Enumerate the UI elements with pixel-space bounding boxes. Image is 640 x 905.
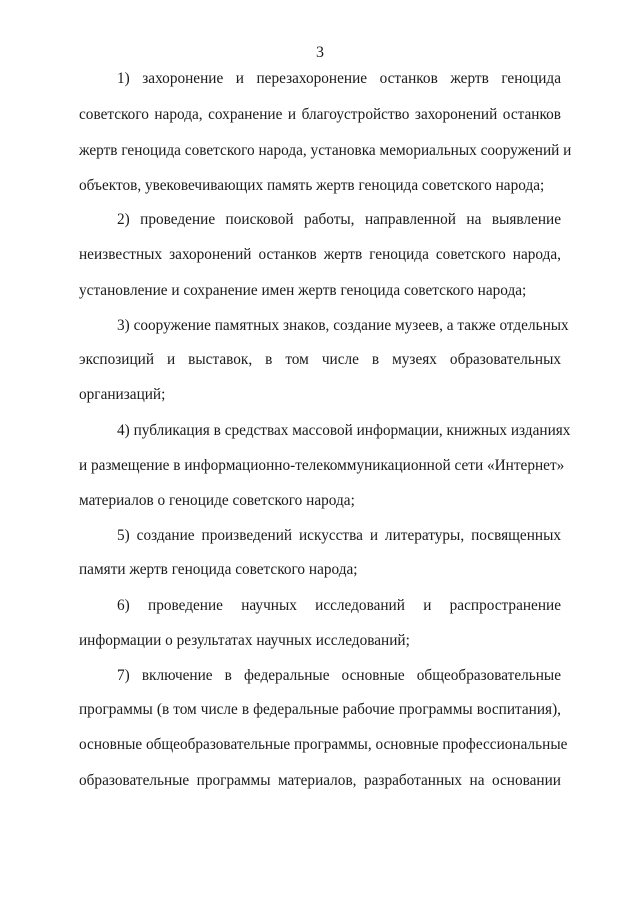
item-2-line-2: неизвестных захоронений останков жертв геноцида советского народа, <box>79 246 561 263</box>
item-4-line-1: 4) публикация в средствах массовой информации, книжных изданиях <box>117 422 571 439</box>
item-4-line-3: материалов о геноциде советского народа; <box>79 492 355 509</box>
item-2-line-3: установление и сохранение имен жертв геноцида советского народа; <box>79 282 527 299</box>
item-7-line-4: образовательные программы материалов, разработанных на основании <box>79 772 561 789</box>
item-5-line-1: 5) создание произведений искусства и литературы, посвященных <box>117 527 561 544</box>
item-3-line-3: организаций; <box>79 386 166 403</box>
item-1-line-4: объектов, увековечивающих память жертв геноцида советского народа; <box>79 177 545 194</box>
item-7-line-3: основные общеобразовательные программы, основные профессиональные <box>79 736 568 753</box>
item-1-line-2: советского народа, сохранение и благоустройство захоронений останков <box>79 106 561 123</box>
item-1-line-1: 1) захоронение и перезахоронение останков жертв геноцида <box>117 70 561 87</box>
item-5-line-2: памяти жертв геноцида советского народа; <box>79 561 358 578</box>
item-4-line-2: и размещение в информационно-телекоммуникационной сети «Интернет» <box>79 457 565 474</box>
item-3-line-2: экспозиций и выставок, в том числе в музеях образовательных <box>79 351 561 368</box>
item-6-line-1: 6) проведение научных исследований и распространение <box>117 597 561 614</box>
item-6-line-2: информации о результатах научных исследований; <box>79 632 410 649</box>
item-7-line-1: 7) включение в федеральные основные общеобразовательные <box>117 667 561 684</box>
item-1-line-3: жертв геноцида советского народа, установка мемориальных сооружений и <box>79 142 572 159</box>
item-7-line-2: программы (в том числе в федеральные рабочие программы воспитания), <box>79 701 561 718</box>
item-2-line-1: 2) проведение поисковой работы, направленной на выявление <box>117 211 561 228</box>
page-number: 3 <box>316 44 324 61</box>
item-3-line-1: 3) сооружение памятных знаков, создание музеев, а также отдельных <box>117 317 569 334</box>
